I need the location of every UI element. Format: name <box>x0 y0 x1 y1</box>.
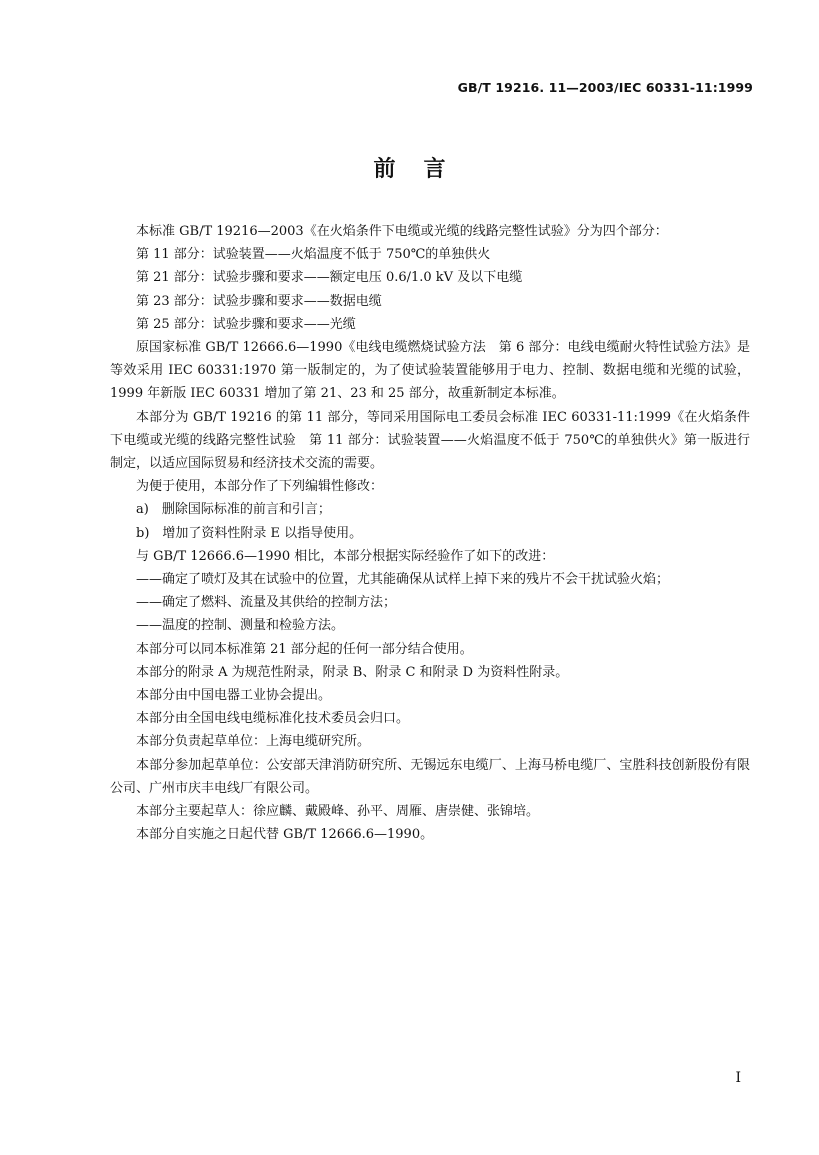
dash-item-fuel: ——确定了燃料、流量及其供给的控制方法； <box>136 595 397 611</box>
paragraph-part-25: 第 25 部分：试验步骤和要求——光缆 <box>136 316 356 332</box>
paragraph-editorial-changes: 为便于使用，本部分作了下列编辑性修改： <box>136 479 384 495</box>
foreword-body <box>110 220 750 846</box>
page-number: I <box>735 1070 741 1086</box>
paragraph-annexes: 本部分的附录 A 为规范性附录，附录 B、附录 C 和附录 D 为资料性附录。 <box>136 664 569 680</box>
paragraph-participating-units: 本部分参加起草单位：公安部天津消防研究所、无锡远东电缆厂、上海马桥电缆厂、宝胜科技创新股份有限公司、广州市庆丰电线厂有限公司。 <box>110 757 750 796</box>
paragraph-comparison: 与 GB/T 12666.6—1990 相比，本部分根据实际经验作了如下的改进： <box>136 548 555 564</box>
list-item-a: a) 删除国际标准的前言和引言； <box>136 502 331 518</box>
paragraph-part-21: 第 21 部分：试验步骤和要求——额定电压 0.6/1.0 kV 及以下电缆 <box>136 270 523 286</box>
page-title: 前言 <box>373 157 474 182</box>
paragraph-part-11: 第 11 部分：试验装置——火焰温度不低于 750℃的单独供火 <box>136 247 491 263</box>
dash-item-burner: ——确定了喷灯及其在试验中的位置，尤其能确保从试样上掉下来的残片不会干扰试验火焰； <box>136 572 670 588</box>
standard-code-header: GB/T 19216. 11—2003/IEC 60331-11:1999 <box>457 80 753 95</box>
paragraph-drafters: 本部分主要起草人：徐应麟、戴殿峰、孙平、周雁、唐崇健、张锦培。 <box>136 804 540 820</box>
paragraph-original-standard: 原国家标准 GB/T 12666.6—1990《电线电缆燃烧试验方法 第 6 部分：电线电缆耐火特性试验方法》是等效采用 IEC 60331:1970 第一版制定的，为了使试验装置能够用于电力、控制、数据电缆和光缆的试验，1999 年新版 IEC 60331 增加了第 21、23 和 25 部分，故重新制定本标准。 <box>110 340 750 402</box>
paragraph-part-23: 第 23 部分：试验步骤和要求——数据电缆 <box>136 293 382 309</box>
dash-item-temperature: ——温度的控制、测量和检验方法。 <box>136 618 345 634</box>
paragraph-technical-committee: 本部分由全国电线电缆标准化技术委员会归口。 <box>136 711 410 727</box>
paragraph-combination: 本部分可以同本标准第 21 部分起的任何一部分结合使用。 <box>136 641 473 657</box>
paragraph-replaces: 本部分自实施之日起代替 GB/T 12666.6—1990。 <box>136 827 434 843</box>
paragraph-this-part: 本部分为 GB/T 19216 的第 11 部分，等同采用国际电工委员会标准 IEC 60331-11:1999《在火焰条件下电缆或光缆的线路完整性试验 第 11 部分：试验装置——火焰温度不低于 750℃的单独供火》第一版进行制定，以适应国际贸易和经济技术交流的需要。 <box>110 409 750 472</box>
paragraph-proposed-by: 本部分由中国电器工业协会提出。 <box>136 688 332 704</box>
list-item-b: b) 增加了资料性附录 E 以指导使用。 <box>136 525 363 541</box>
paragraph-drafting-unit: 本部分负责起草单位：上海电缆研究所。 <box>136 734 371 750</box>
paragraph-intro: 本标准 GB/T 19216—2003《在火焰条件下电缆或光缆的线路完整性试验》分为四个部分： <box>136 224 668 239</box>
